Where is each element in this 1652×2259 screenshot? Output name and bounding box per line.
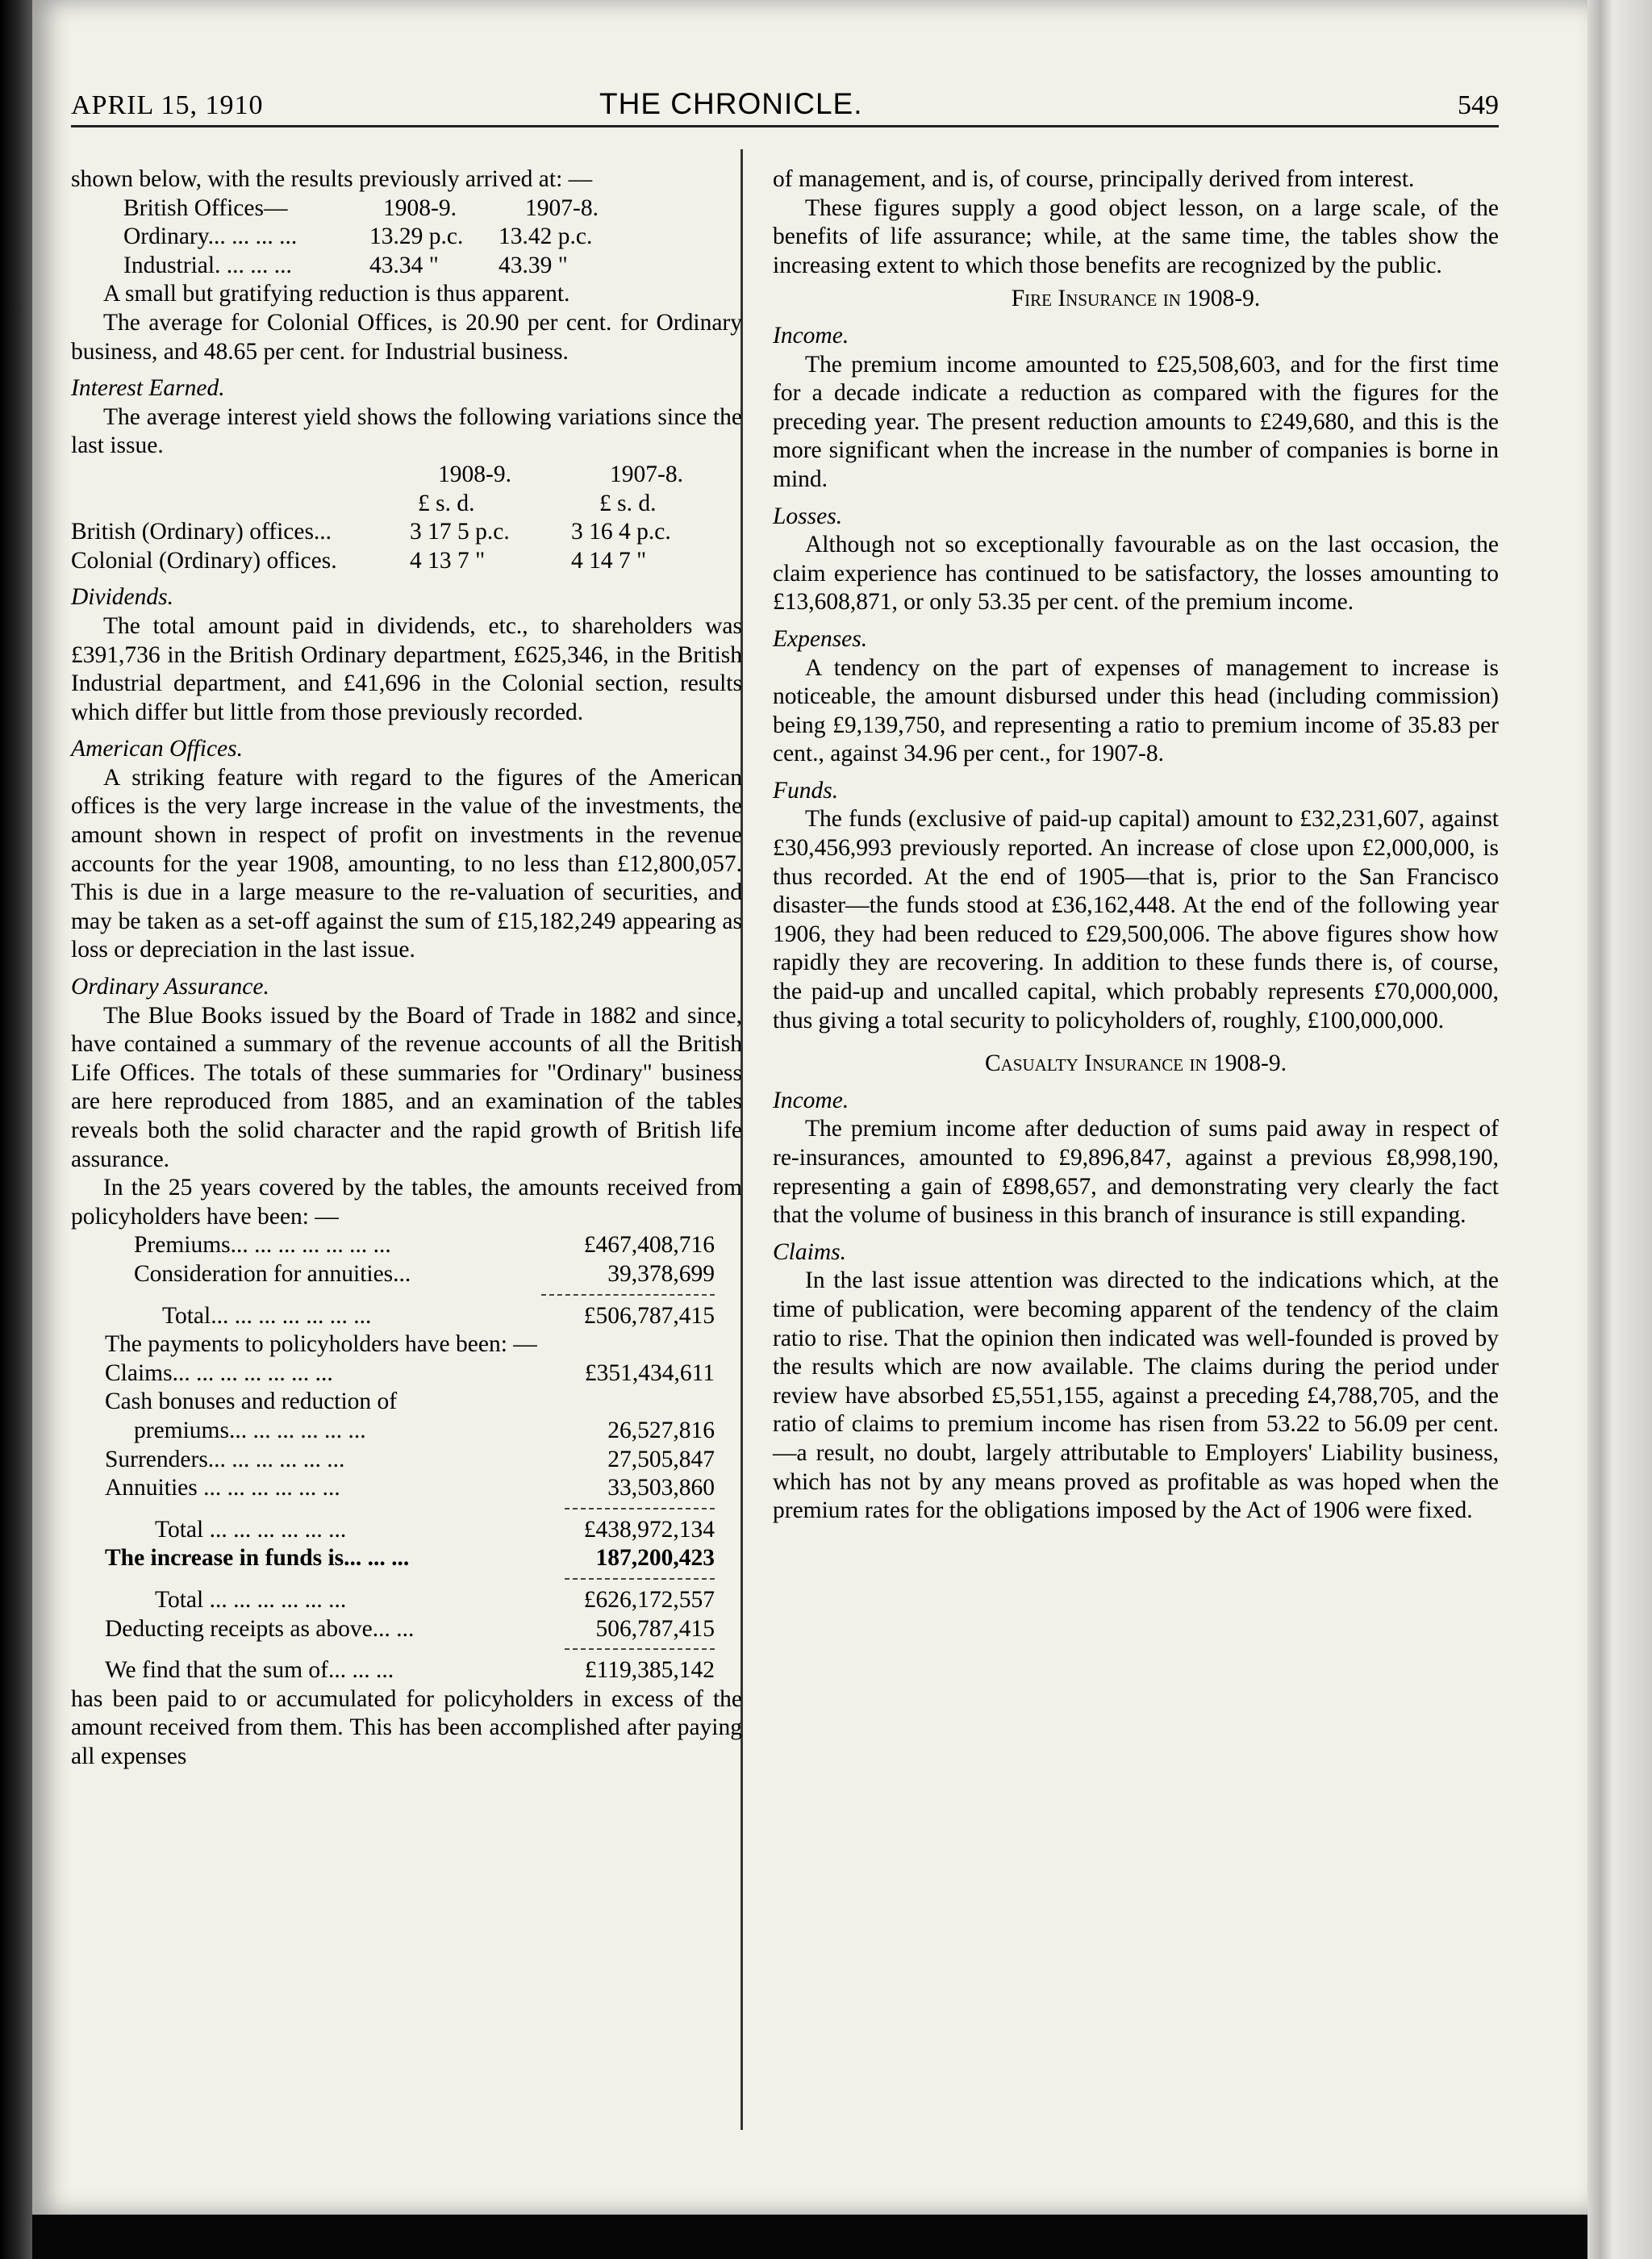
table-row [134, 1231, 715, 1260]
result-row [105, 1656, 715, 1685]
table-row [105, 1474, 715, 1503]
continuation-paragraph: of management, and is, of course, principally derived from interest. [773, 166, 1415, 192]
row-label: We find that the sum of... ... ... [105, 1657, 394, 1684]
row-value: 13.29 p.c. [369, 223, 464, 250]
table-label: British Offices— [123, 194, 288, 221]
page-edge [1587, 0, 1652, 2259]
interest-earned-heading: Interest Earned. [71, 375, 225, 402]
total-row [105, 1516, 715, 1545]
total-row [105, 1586, 715, 1615]
table-row [71, 518, 742, 547]
row-value: £438,972,134 [583, 1516, 715, 1543]
table-row [105, 1388, 715, 1417]
row-label: Total ... ... ... ... ... ... [155, 1586, 347, 1613]
row-label: Total... ... ... ... ... ... ... [162, 1302, 372, 1329]
colonial-average-paragraph: The average for Colonial Offices, is 20.90 per cent. for Ordinary business, and 48.65 per cent. for Industrial business. [71, 309, 742, 365]
row-value: £506,787,415 [583, 1302, 715, 1329]
row-value: 26,527,816 [607, 1417, 715, 1443]
ordinary-assurance-heading: Ordinary Assurance. [71, 974, 269, 1000]
row-label: The increase in funds is... ... ... [105, 1545, 410, 1572]
funds-heading: Funds. [773, 777, 839, 804]
row-label: Deducting receipts as above... ... [105, 1615, 415, 1642]
casualty-income-heading: Income. [773, 1087, 849, 1113]
row-label: Colonial (Ordinary) offices. [71, 547, 337, 574]
payments-table [105, 1359, 715, 1685]
row-value: 3 17 5 p.c. [410, 519, 510, 545]
blue-books-paragraph: The Blue Books issued by the Board of Trade in 1882 and since, have contained a summary of the revenue accounts of all the British Life Offices. The totals of these summaries for "Ordinary" business are here reproduced from 1885, and an examination of the tables reveals both the solid character and the rapid growth of British life assurance. [71, 1002, 742, 1172]
row-label: Surrenders... ... ... ... ... ... [105, 1446, 345, 1472]
row-label: British (Ordinary) offices... [71, 519, 332, 545]
column-heading: 1907-8. [525, 194, 599, 221]
row-value: £467,408,716 [583, 1232, 715, 1259]
losses-paragraph: Although not so exceptionally favourable as on the last occasion, the claim experience has continued to be satisfactory, the losses amounting to £13,608,871, or only 53.35 per cent. of the premium income. [773, 532, 1499, 616]
row-value: 43.34 " [369, 252, 439, 278]
table-row [105, 1544, 715, 1573]
dividends-paragraph: The total amount paid in dividends, etc., to shareholders was £391,736 in the British Ordinary department, £625,346, in the British Industrial department, and £41,696 in the Colonial section, results which differ but little from those previously recorded. [71, 612, 742, 725]
row-value: £626,172,557 [583, 1586, 715, 1613]
casualty-insurance-heading: Casualty Insurance in 1908-9. [985, 1050, 1287, 1077]
row-value: 4 13 7 " [410, 547, 486, 574]
closing-paragraph: has been paid to or accumulated for policyholders in excess of the amount received from them. This has been accomplished after paying all expenses [71, 1685, 742, 1769]
object-lesson-paragraph: These figures supply a good object lesson, on a large scale, of the benefits of life assurance; while, at the same time, the tables show the increasing extent to which those benefits are recognized by the public. [773, 194, 1499, 278]
expenses-heading: Expenses. [773, 625, 868, 652]
row-label: premiums... ... ... ... ... ... [134, 1417, 366, 1443]
row-value: 3 16 4 p.c. [571, 519, 671, 545]
row-label: Ordinary... ... ... ... [123, 223, 298, 250]
table-row [105, 1615, 715, 1644]
row-label: Annuities ... ... ... ... ... ... [105, 1475, 340, 1501]
row-label: Cash bonuses and reduction of [105, 1388, 398, 1415]
sum-rule [541, 1294, 715, 1296]
payments-intro: The payments to policyholders have been: — [105, 1331, 537, 1358]
claims-paragraph: In the last issue attention was directed to the indications which, at the time of publication, were becoming apparent of the tendency of the claim ratio to rise. That the opinion then indicated was well-founded is proved by the results which are now available. The claims during the period under review have absorbed £5,551,155, against a preceding £4,788,705, and the ratio of claims to premium income has risen from 53.22 to 56.09 per cent.—a result, no doubt, largely attributable to Employers' Liability business, which has not by any means proved as profitable as was hoped when the premium rates for the obligations imposed by the Act of 1906 were fixed. [773, 1267, 1499, 1524]
twenty-five-years-paragraph: In the 25 years covered by the tables, the amounts received from policyholders have been: — [71, 1175, 742, 1230]
sum-rule [565, 1648, 715, 1650]
american-offices-heading: American Offices. [71, 736, 243, 762]
interest-paragraph: The average interest yield shows the following variations since the last issue. [71, 403, 742, 459]
header-page-number: 549 [1458, 90, 1499, 120]
small-reduction-paragraph: A small but gratifying reduction is thus apparent. [103, 281, 570, 307]
book-binding [0, 0, 32, 2259]
row-value: 33,503,860 [607, 1475, 715, 1501]
row-value: 4 14 7 " [571, 547, 647, 574]
page-header [71, 87, 1499, 127]
casualty-income-paragraph: The premium income after deduction of sums paid away in respect of re-insurances, amounted to £9,896,847, against a previous £8,998,190, representing a gain of £898,657, and demonstrating very clearly the fact that the volume of business in this branch of insurance is still expanding. [773, 1116, 1499, 1229]
row-label: Claims... ... ... ... ... ... ... [105, 1359, 333, 1386]
american-offices-paragraph: A striking feature with regard to the figures of the American offices is the very large increase in the value of the investments, the amount shown in respect of profit on investments in the revenue accounts for the year 1908, amounting, to no less than £12,800,057. This is due in a large measure to the re-valuation of securities, and may be taken as a set-off against the sum of £15,182,249 appearing as loss or depreciation in the last issue. [71, 764, 742, 963]
fire-income-heading: Income. [773, 322, 849, 349]
dividends-heading: Dividends. [71, 584, 173, 611]
table-row [105, 1359, 715, 1388]
row-value: 506,787,415 [595, 1615, 715, 1642]
table-row [105, 1417, 715, 1446]
scan-bottom-edge [32, 2215, 1587, 2259]
column-heading: 1907-8. [610, 461, 683, 487]
fire-insurance-heading: Fire Insurance in 1908-9. [1011, 286, 1261, 312]
table-row [123, 223, 742, 252]
claims-heading: Claims. [773, 1238, 846, 1265]
total-row [134, 1302, 715, 1331]
header-rule [71, 125, 1499, 127]
row-value: 13.42 p.c. [499, 223, 593, 250]
row-value: £351,434,611 [584, 1359, 715, 1386]
column-unit: £ s. d. [599, 490, 657, 516]
column-unit: £ s. d. [418, 490, 475, 516]
losses-heading: Losses. [773, 503, 843, 529]
row-label: Total ... ... ... ... ... ... [155, 1516, 347, 1543]
table-header-row [123, 194, 742, 223]
row-label: Consideration for annuities... [134, 1260, 411, 1287]
table-row [123, 252, 742, 281]
row-value: 43.39 " [499, 252, 568, 278]
receipts-table [134, 1231, 715, 1330]
row-label: Industrial. ... ... ... [123, 252, 292, 278]
row-value: 27,505,847 [607, 1446, 715, 1472]
row-value: 187,200,423 [595, 1545, 715, 1572]
table-unit-row [71, 490, 742, 519]
column-heading: 1908-9. [383, 194, 457, 221]
funds-paragraph: The funds (exclusive of paid-up capital) amount to £32,231,607, against £30,456,993 previously reported. An increase of close upon £2,000,000, is thus recorded. At the end of 1905—that is, prior to the San Francisco disaster—the funds stood at £36,162,448. At the end of the following year 1906, they had been reduced to £29,500,006. The above figures show how rapidly they are recovering. In addition to these funds there is, of course, the paid-up and uncalled capital, which probably represents £70,000,000, thus giving a total security to policyholders of, roughly, £100,000,000. [773, 806, 1499, 1033]
header-title: THE CHRONICLE. [599, 87, 863, 120]
sum-rule [565, 1578, 715, 1580]
expense-ratio-table [123, 194, 742, 281]
left-column [71, 165, 742, 1771]
expenses-paragraph: A tendency on the part of expenses of management to increase is noticeable, the amount disbursed under this head (including commission) being £9,139,750, and representing a ratio to premium income of 35.83 per cent., against 34.96 per cent., for 1907-8. [773, 654, 1499, 767]
table-row [105, 1446, 715, 1475]
table-header-row [71, 461, 742, 490]
table-row [134, 1260, 715, 1289]
intro-paragraph: shown below, with the results previously arrived at: — [71, 166, 593, 192]
interest-table [71, 461, 742, 575]
row-value: 39,378,699 [607, 1260, 715, 1287]
column-heading: 1908-9. [438, 461, 511, 487]
row-value: £119,385,142 [584, 1657, 715, 1684]
right-column [773, 165, 1499, 1526]
sum-rule [565, 1508, 715, 1509]
row-label: Premiums... ... ... ... ... ... ... [134, 1232, 391, 1259]
fire-income-paragraph: The premium income amounted to £25,508,603, and for the first time for a decade indicate a reduction as compared with the figures for the preceding year. The present reduction amounts to £249,680, and this is the more significant when the increase in the number of companies is borne in mind. [773, 351, 1499, 492]
table-row [71, 547, 742, 576]
header-date: APRIL 15, 1910 [71, 90, 264, 120]
